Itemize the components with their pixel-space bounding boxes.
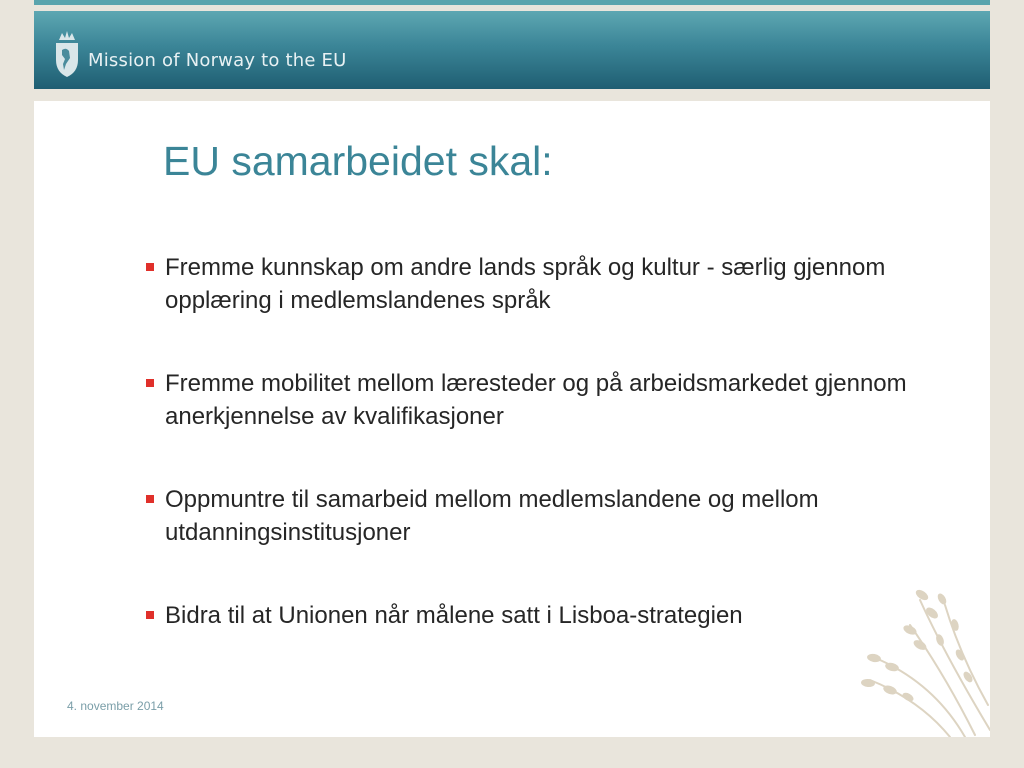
norwegian-coat-of-arms-icon [54,30,80,78]
bullet-item [146,483,946,549]
bullet-marker-icon [146,379,154,387]
top-accent-strip [34,0,990,5]
bullet-marker-icon [146,263,154,271]
bullet-text: Bidra til at Unionen når målene satt i Lisboa-strategien [165,602,743,629]
bullet-list [146,251,946,682]
bullet-item [146,599,946,632]
organization-name: Mission of Norway to the EU [88,50,347,71]
bullet-item [146,251,946,317]
bullet-marker-icon [146,611,154,619]
slide-date: 4. november 2014 [67,699,164,713]
bullet-item [146,367,946,433]
bullet-marker-icon [146,495,154,503]
bullet-text: Fremme kunnskap om andre lands språk og kultur - særlig gjennom opplæring i medlemslandenes språk [165,254,886,314]
bullet-text: Oppmuntre til samarbeid mellom medlemslandene og mellom utdanningsinstitusjoner [165,486,819,546]
wheat-icon [850,585,990,737]
slide-title: EU samarbeidet skal: [163,138,553,184]
bullet-text: Fremme mobilitet mellom læresteder og på arbeidsmarkedet gjennom anerkjennelse av kvalifikasjoner [165,370,907,430]
